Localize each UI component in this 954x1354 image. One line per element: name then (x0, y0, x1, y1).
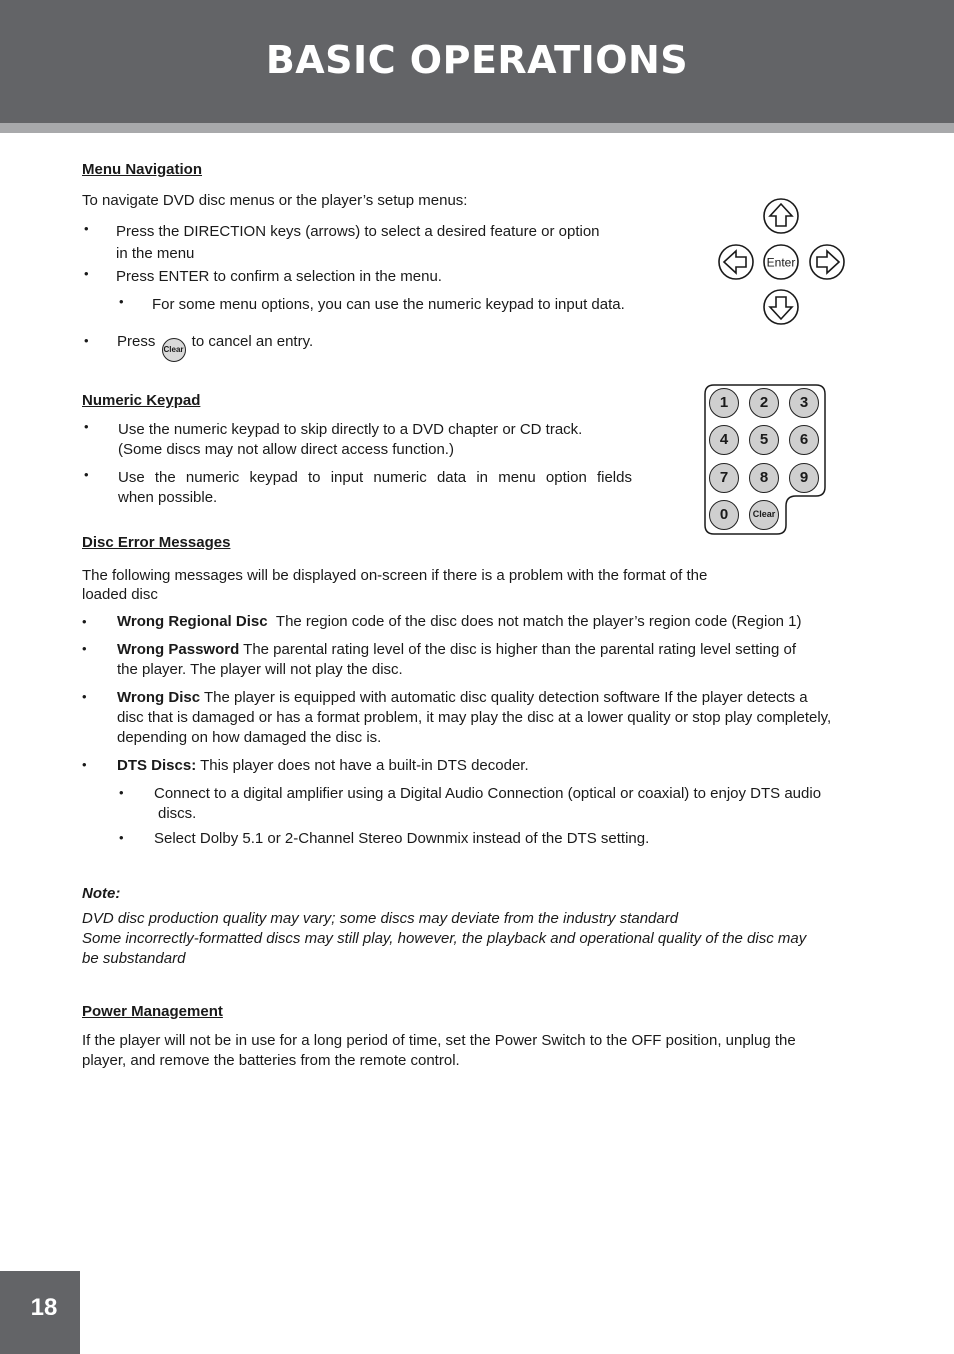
wrong-regional-disc-term: Wrong Regional Disc (117, 613, 268, 630)
bullet-icon: • (82, 757, 87, 772)
bullet-3-suffix: to cancel an entry. (187, 333, 314, 350)
enter-label: Enter (766, 255, 796, 270)
menu-navigation-bullet-2: Press ENTER to confirm a selection in the menu. (116, 268, 442, 285)
keypad-key-0: 0 (709, 500, 739, 530)
menu-navigation-bullet-1 (116, 222, 664, 242)
bullet-1-rest: keys (arrows) to select a desired feature or option (266, 223, 600, 240)
numeric-keypad-bullet-1-line2: (Some discs may not allow direct access function.) (118, 441, 454, 458)
wrong-regional-disc-item (117, 612, 802, 632)
bullet-icon: • (119, 830, 124, 845)
keypad-key-1: 1 (709, 388, 739, 418)
keypad-key-clear: Clear (749, 500, 779, 530)
wrong-password-line2: the player. The player will not play the disc. (117, 661, 403, 678)
wrong-disc-term: Wrong Disc (117, 689, 201, 706)
power-management-heading: Power Management (82, 1003, 223, 1020)
bullet-3-prefix: Press (117, 333, 160, 350)
numeric-keypad-bullet-2-line2: when possible. (118, 489, 218, 506)
header-divider (0, 123, 954, 133)
menu-navigation-subbullet-1: For some menu options, you can use the numeric keypad to input data. (152, 296, 625, 313)
keypad-key-3: 3 (789, 388, 819, 418)
dts-discs-item (117, 756, 529, 776)
dts-discs-term: DTS Discs: (117, 757, 197, 774)
dts-discs-text: This player does not have a built-in DTS decoder. (200, 757, 529, 774)
page-number: 18 (30, 1294, 58, 1321)
wrong-password-term: Wrong Password (117, 641, 240, 658)
bullet-icon: • (119, 294, 124, 309)
bullet-icon: • (119, 785, 124, 800)
note-line-3: be substandard (82, 950, 186, 967)
wrong-disc-item (117, 688, 808, 708)
disc-error-intro: The following messages will be displayed on-screen if there is a problem with the format of the (82, 567, 708, 584)
numeric-keypad-illustration (704, 384, 826, 535)
power-management-line-1: If the player will not be in use for a long period of time, set the Power Switch to the OFF position, unplug the (82, 1032, 796, 1049)
disc-error-intro-line2: loaded disc (82, 586, 158, 603)
menu-navigation-intro: To navigate DVD disc menus or the player’s setup menus: (82, 192, 468, 209)
wrong-disc-line2: disc that is damaged or has a format problem, it may play the disc at a lower quality or stop play completely, (117, 709, 832, 726)
wrong-disc-line3: depending on how damaged the disc is. (117, 729, 382, 746)
dts-subbullet-1: Connect to a digital amplifier using a Digital Audio Connection (optical or coaxial) to enjoy DTS audio (154, 785, 822, 802)
bullet-icon: • (84, 333, 89, 348)
wrong-regional-disc-text: The region code of the disc does not match the player’s region code (Region 1) (275, 613, 802, 630)
note-line-2: Some incorrectly-formatted discs may still play, however, the playback and operational quality of the disc may (82, 930, 807, 947)
wrong-disc-text: The player is equipped with automatic disc quality detection software If the player detects a (203, 689, 808, 706)
numeric-keypad-bullet-1: Use the numeric keypad to skip directly to a DVD chapter or CD track. (118, 421, 583, 438)
disc-error-heading: Disc Error Messages (82, 534, 231, 551)
bullet-icon: • (82, 614, 87, 629)
clear-button-icon: Clear (162, 338, 186, 362)
keypad-key-4: 4 (709, 425, 739, 455)
keypad-key-8: 8 (749, 463, 779, 493)
dts-subbullet-1-line2: discs. (158, 805, 197, 822)
page-title: BASIC OPERATIONS (265, 38, 689, 82)
bullet-icon: • (84, 221, 89, 236)
bullet-1-prefix: Press the (116, 223, 184, 240)
page-header (0, 0, 954, 123)
bullet-icon: • (84, 467, 89, 482)
power-management-line-2: player, and remove the batteries from the remote control. (82, 1052, 460, 1069)
note-line-1: DVD disc production quality may vary; some discs may deviate from the industry standard (82, 910, 679, 927)
bullet-icon: • (82, 641, 87, 656)
menu-navigation-heading: Menu Navigation (82, 161, 203, 178)
dts-subbullet-2: Select Dolby 5.1 or 2-Channel Stereo Downmix instead of the DTS setting. (154, 830, 650, 847)
keypad-key-5: 5 (749, 425, 779, 455)
bullet-icon: • (84, 419, 89, 434)
keypad-key-7: 7 (709, 463, 739, 493)
keypad-key-9: 9 (789, 463, 819, 493)
numeric-keypad-bullet-2: Use the numeric keypad to input numeric data in menu option fields (118, 469, 632, 486)
menu-navigation-bullet-1-line2: in the menu (116, 245, 195, 262)
bullet-icon: • (82, 689, 87, 704)
wrong-password-text: The parental rating level of the disc is higher than the parental rating level setting of (243, 641, 796, 658)
wrong-password-item (117, 640, 796, 660)
bullet-icon: • (84, 266, 89, 281)
direction-pad-illustration (712, 195, 852, 330)
menu-navigation-bullet-3 (117, 332, 313, 362)
numeric-keypad-heading: Numeric Keypad (82, 392, 201, 409)
direction-key-label: DIRECTION (183, 223, 267, 240)
keypad-key-2: 2 (749, 388, 779, 418)
note-heading: Note: (82, 885, 121, 902)
keypad-key-6: 6 (789, 425, 819, 455)
